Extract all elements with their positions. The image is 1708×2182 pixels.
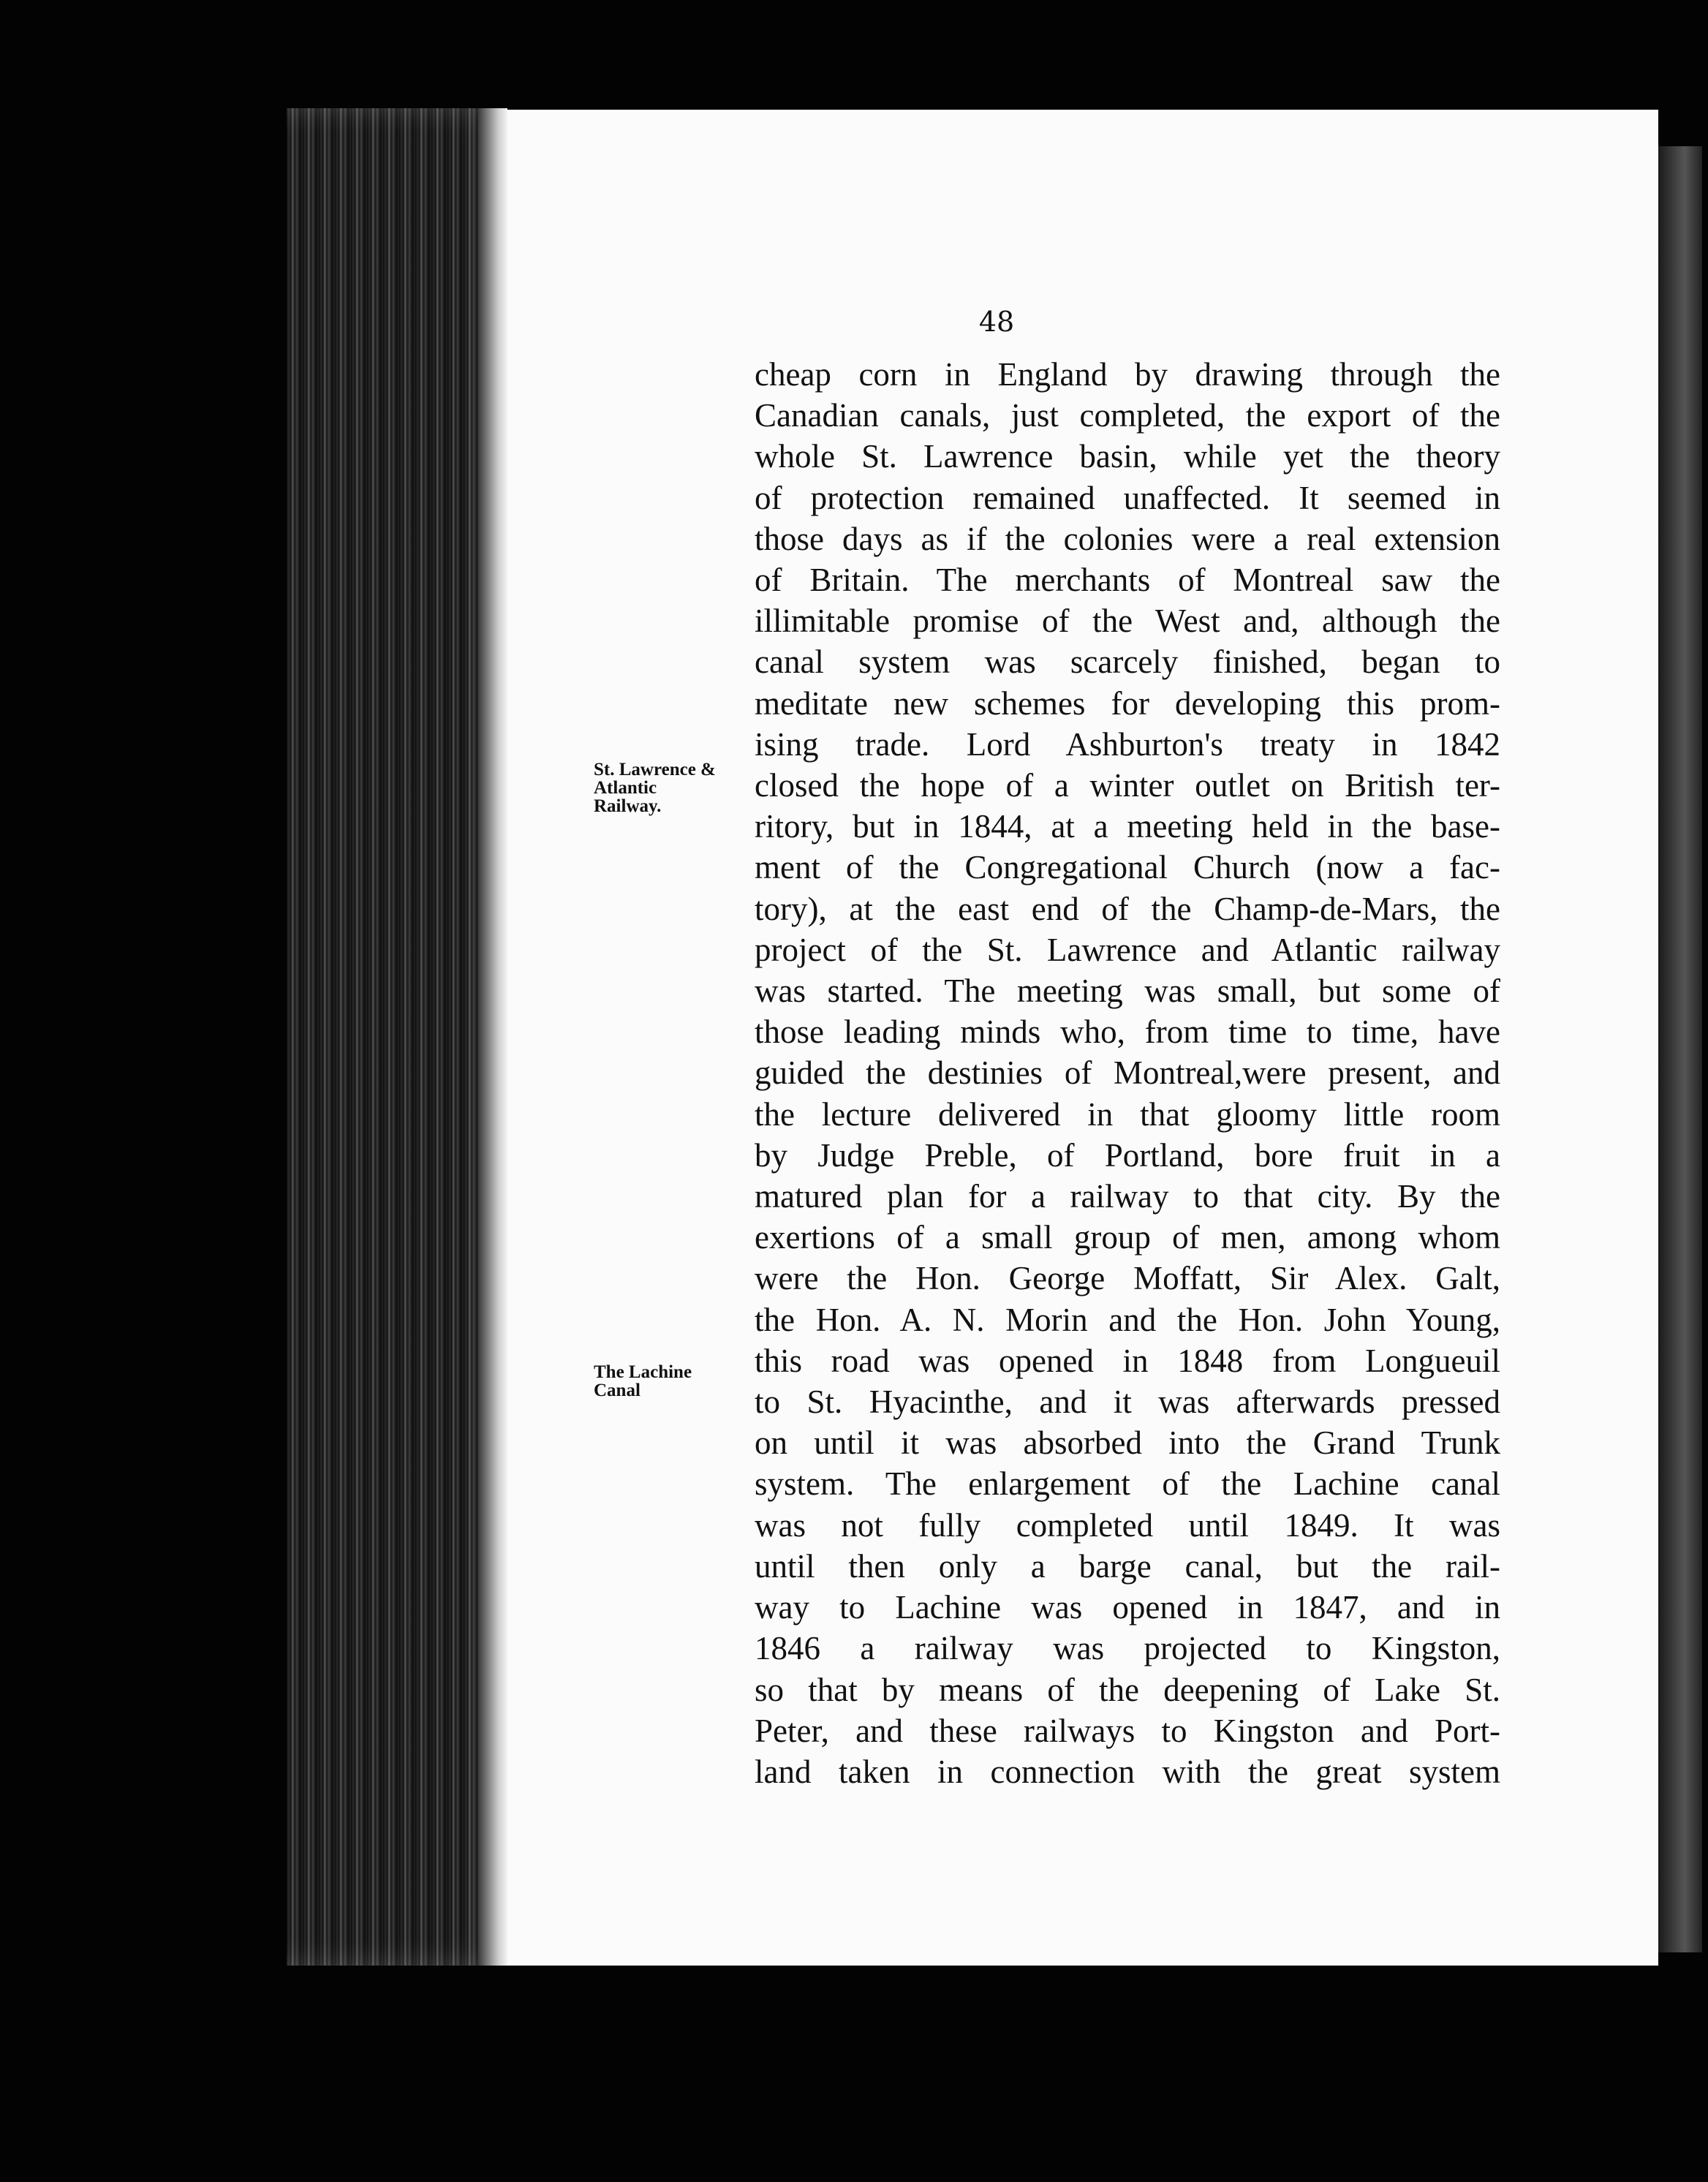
body-text [755, 354, 1500, 1792]
text-line: whole St. Lawrence basin, while yet the theory [755, 438, 1500, 475]
text-line: illimitable promise of the West and, although the [755, 603, 1500, 640]
text-line: by Judge Preble, of Portland, bore fruit in a [755, 1136, 1500, 1174]
text-line: was not fully completed until 1849. It was [755, 1506, 1500, 1544]
text-line: cheap corn in England by drawing through the [755, 356, 1500, 393]
text-line: this road was opened in 1848 from Longueuil [755, 1342, 1500, 1379]
sidenote-st-lawrence-atlantic-railway [594, 760, 716, 815]
text-line: to St. Hyacinthe, and it was afterwards pressed [755, 1383, 1500, 1421]
text-line: those days as if the colonies were a real extension [755, 520, 1500, 557]
text-line: exertions of a small group of men, among whom [755, 1219, 1500, 1256]
text-line: Peter, and these railways to Kingston and Port- [755, 1712, 1500, 1749]
text-line: canal system was scarcely finished, began to [755, 643, 1500, 681]
sidenote-line: The Lachine [594, 1362, 692, 1382]
sidenote-line: Atlantic [594, 778, 657, 798]
text-line: project of the St. Lawrence and Atlantic railway [755, 931, 1500, 968]
text-line: closed the hope of a winter outlet on British ter- [755, 767, 1500, 804]
text-line: ising trade. Lord Ashburton's treaty in 1842 [755, 725, 1500, 763]
text-line: those leading minds who, from time to time, have [755, 1013, 1500, 1051]
text-line: the Hon. A. N. Morin and the Hon. John Young, [755, 1301, 1500, 1338]
text-line: meditate new schemes for developing this prom- [755, 684, 1500, 722]
text-line: tory), at the east end of the Champ-de-Mars, the [755, 890, 1500, 927]
sidenote-lachine-canal [594, 1363, 692, 1400]
text-line: until then only a barge canal, but the rail- [755, 1547, 1500, 1585]
sidenote-line: Railway. [594, 796, 662, 816]
text-line: was started. The meeting was small, but some of [755, 973, 1500, 1010]
text-line: system. The enlargement of the Lachine canal [755, 1465, 1500, 1503]
text-line: way to Lachine was opened in 1847, and in [755, 1589, 1500, 1626]
text-line: the lecture delivered in that gloomy little room [755, 1095, 1500, 1133]
text-line: land taken in connection with the great system [755, 1753, 1500, 1790]
text-line: matured plan for a railway to that city. By the [755, 1178, 1500, 1215]
book-page [507, 110, 1658, 1966]
sidenote-line: Canal [594, 1381, 640, 1400]
facing-page-edge [1658, 146, 1702, 1952]
text-line: 1846 a railway was projected to Kingston, [755, 1630, 1500, 1667]
text-line: of Britain. The merchants of Montreal saw the [755, 562, 1500, 599]
text-line: Canadian canals, just completed, the export of the [755, 397, 1500, 434]
page-number: 48 [978, 306, 1015, 338]
text-line: ritory, but in 1844, at a meeting held in the base- [755, 808, 1500, 845]
text-line: of protection remained unaffected. It seemed in [755, 479, 1500, 516]
sidenote-line: St. Lawrence & [594, 760, 716, 779]
text-line: so that by means of the deepening of Lake St. [755, 1671, 1500, 1708]
page-stack-edge [287, 108, 507, 1966]
text-line: ment of the Congregational Church (now a fac- [755, 849, 1500, 886]
text-line: on until it was absorbed into the Grand Trunk [755, 1424, 1500, 1462]
text-line: were the Hon. George Moffatt, Sir Alex. Galt, [755, 1260, 1500, 1297]
text-line: guided the destinies of Montreal,were present, and [755, 1054, 1500, 1092]
